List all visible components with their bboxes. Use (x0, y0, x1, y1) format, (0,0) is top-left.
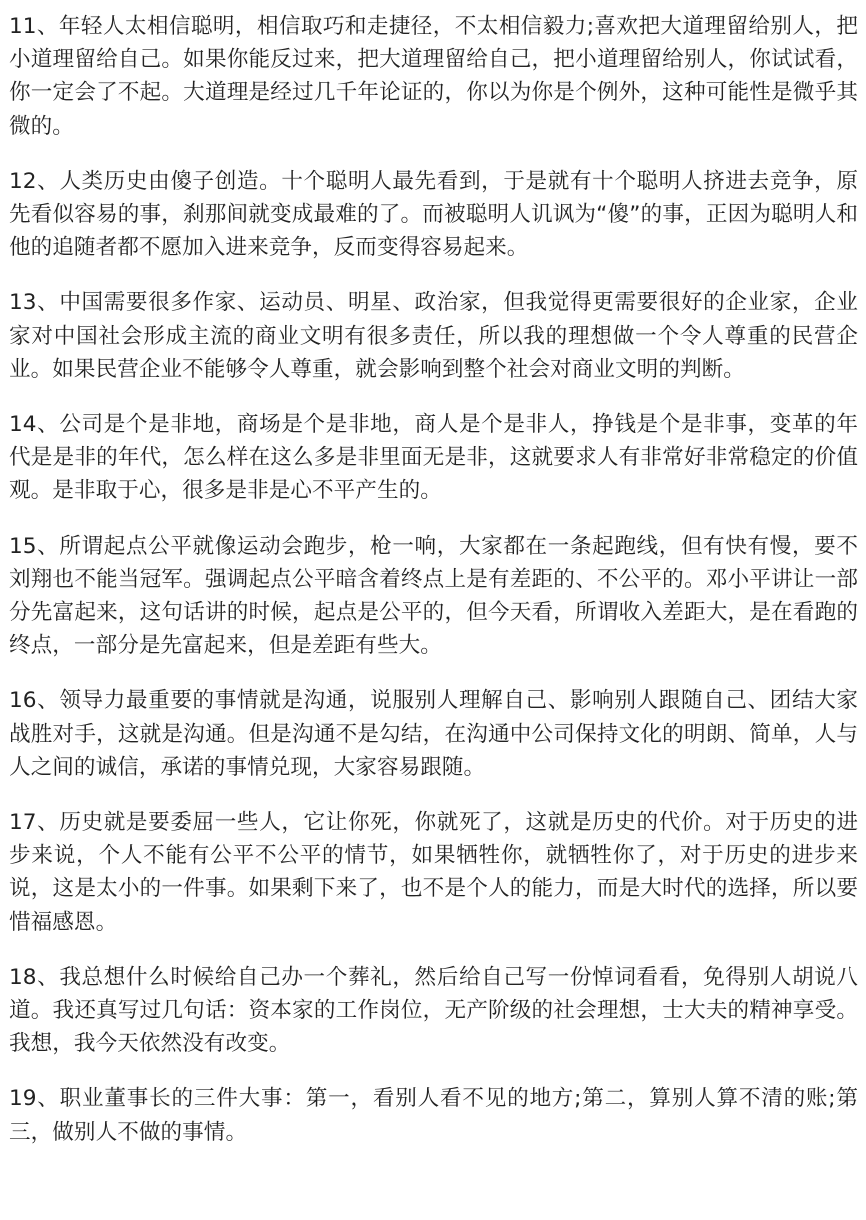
quote-paragraph-13: 13、中国需要很多作家、运动员、明星、政治家，但我觉得更需要很好的企业家，企业家对中国社会形成主流的商业文明有很多责任，所以我的理想做一个令人尊重的民营企业。如果民营企业不能够令人尊重，就会影响到整个社会对商业文明的判断。 (9, 290, 858, 382)
quote-paragraph-19: 19、职业董事长的三件大事：第一，看别人看不见的地方;第二，算别人算不清的账;第三，做别人不做的事情。 (9, 1086, 858, 1145)
quote-paragraph-14: 14、公司是个是非地，商场是个是非地，商人是个是非人，挣钱是个是非事，变革的年代是是非的年代，怎么样在这么多是非里面无是非，这就要求人有非常好非常稳定的价值观。是非取于心，很多是非是心不平产生的。 (9, 412, 858, 504)
quote-paragraph-17: 17、历史就是要委屈一些人，它让你死，你就死了，这就是历史的代价。对于历史的进步来说，个人不能有公平不公平的情节，如果牺牲你，就牺牲你了，对于历史的进步来说，这是太小的一件事。如果剩下来了，也不是个人的能力，而是大时代的选择，所以要惜福感恩。 (9, 810, 858, 935)
quote-paragraph-15: 15、所谓起点公平就像运动会跑步，枪一响，大家都在一条起跑线，但有快有慢，要不刘翔也不能当冠军。强调起点公平暗含着终点上是有差距的、不公平的。邓小平讲让一部分先富起来，这句话讲的时候，起点是公平的，但今天看，所谓收入差距大，是在看跑的终点，一部分是先富起来，但是差距有些大。 (9, 533, 858, 659)
quote-paragraph-16: 16、领导力最重要的事情就是沟通，说服别人理解自己、影响别人跟随自己、团结大家战胜对手，这就是沟通。但是沟通不是勾结，在沟通中公司保持文化的明朗、简单，人与人之间的诚信，承诺的事情兑现，大家容易跟随。 (9, 688, 858, 780)
quote-paragraph-11: 11、年轻人太相信聪明，相信取巧和走捷径，不太相信毅力;喜欢把大道理留给别人，把小道理留给自己。如果你能反过来，把大道理留给自己，把小道理留给别人，你试试看，你一定会了不起。大道理是经过几千年论证的，你以为你是个例外，这种可能性是微乎其微的。 (9, 14, 858, 139)
quote-paragraph-12: 12、人类历史由傻子创造。十个聪明人最先看到，于是就有十个聪明人挤进去竞争，原先看似容易的事，刹那间就变成最难的了。而被聪明人讥讽为“傻”的事，正因为聪明人和他的追随者都不愿加入进来竞争，反而变得容易起来。 (9, 168, 858, 261)
quote-paragraph-18: 18、我总想什么时候给自己办一个葬礼，然后给自己写一份悼词看看，免得别人胡说八道。我还真写过几句话：资本家的工作岗位，无产阶级的社会理想，士大夫的精神享受。我想，我今天依然没有改变。 (9, 964, 858, 1057)
